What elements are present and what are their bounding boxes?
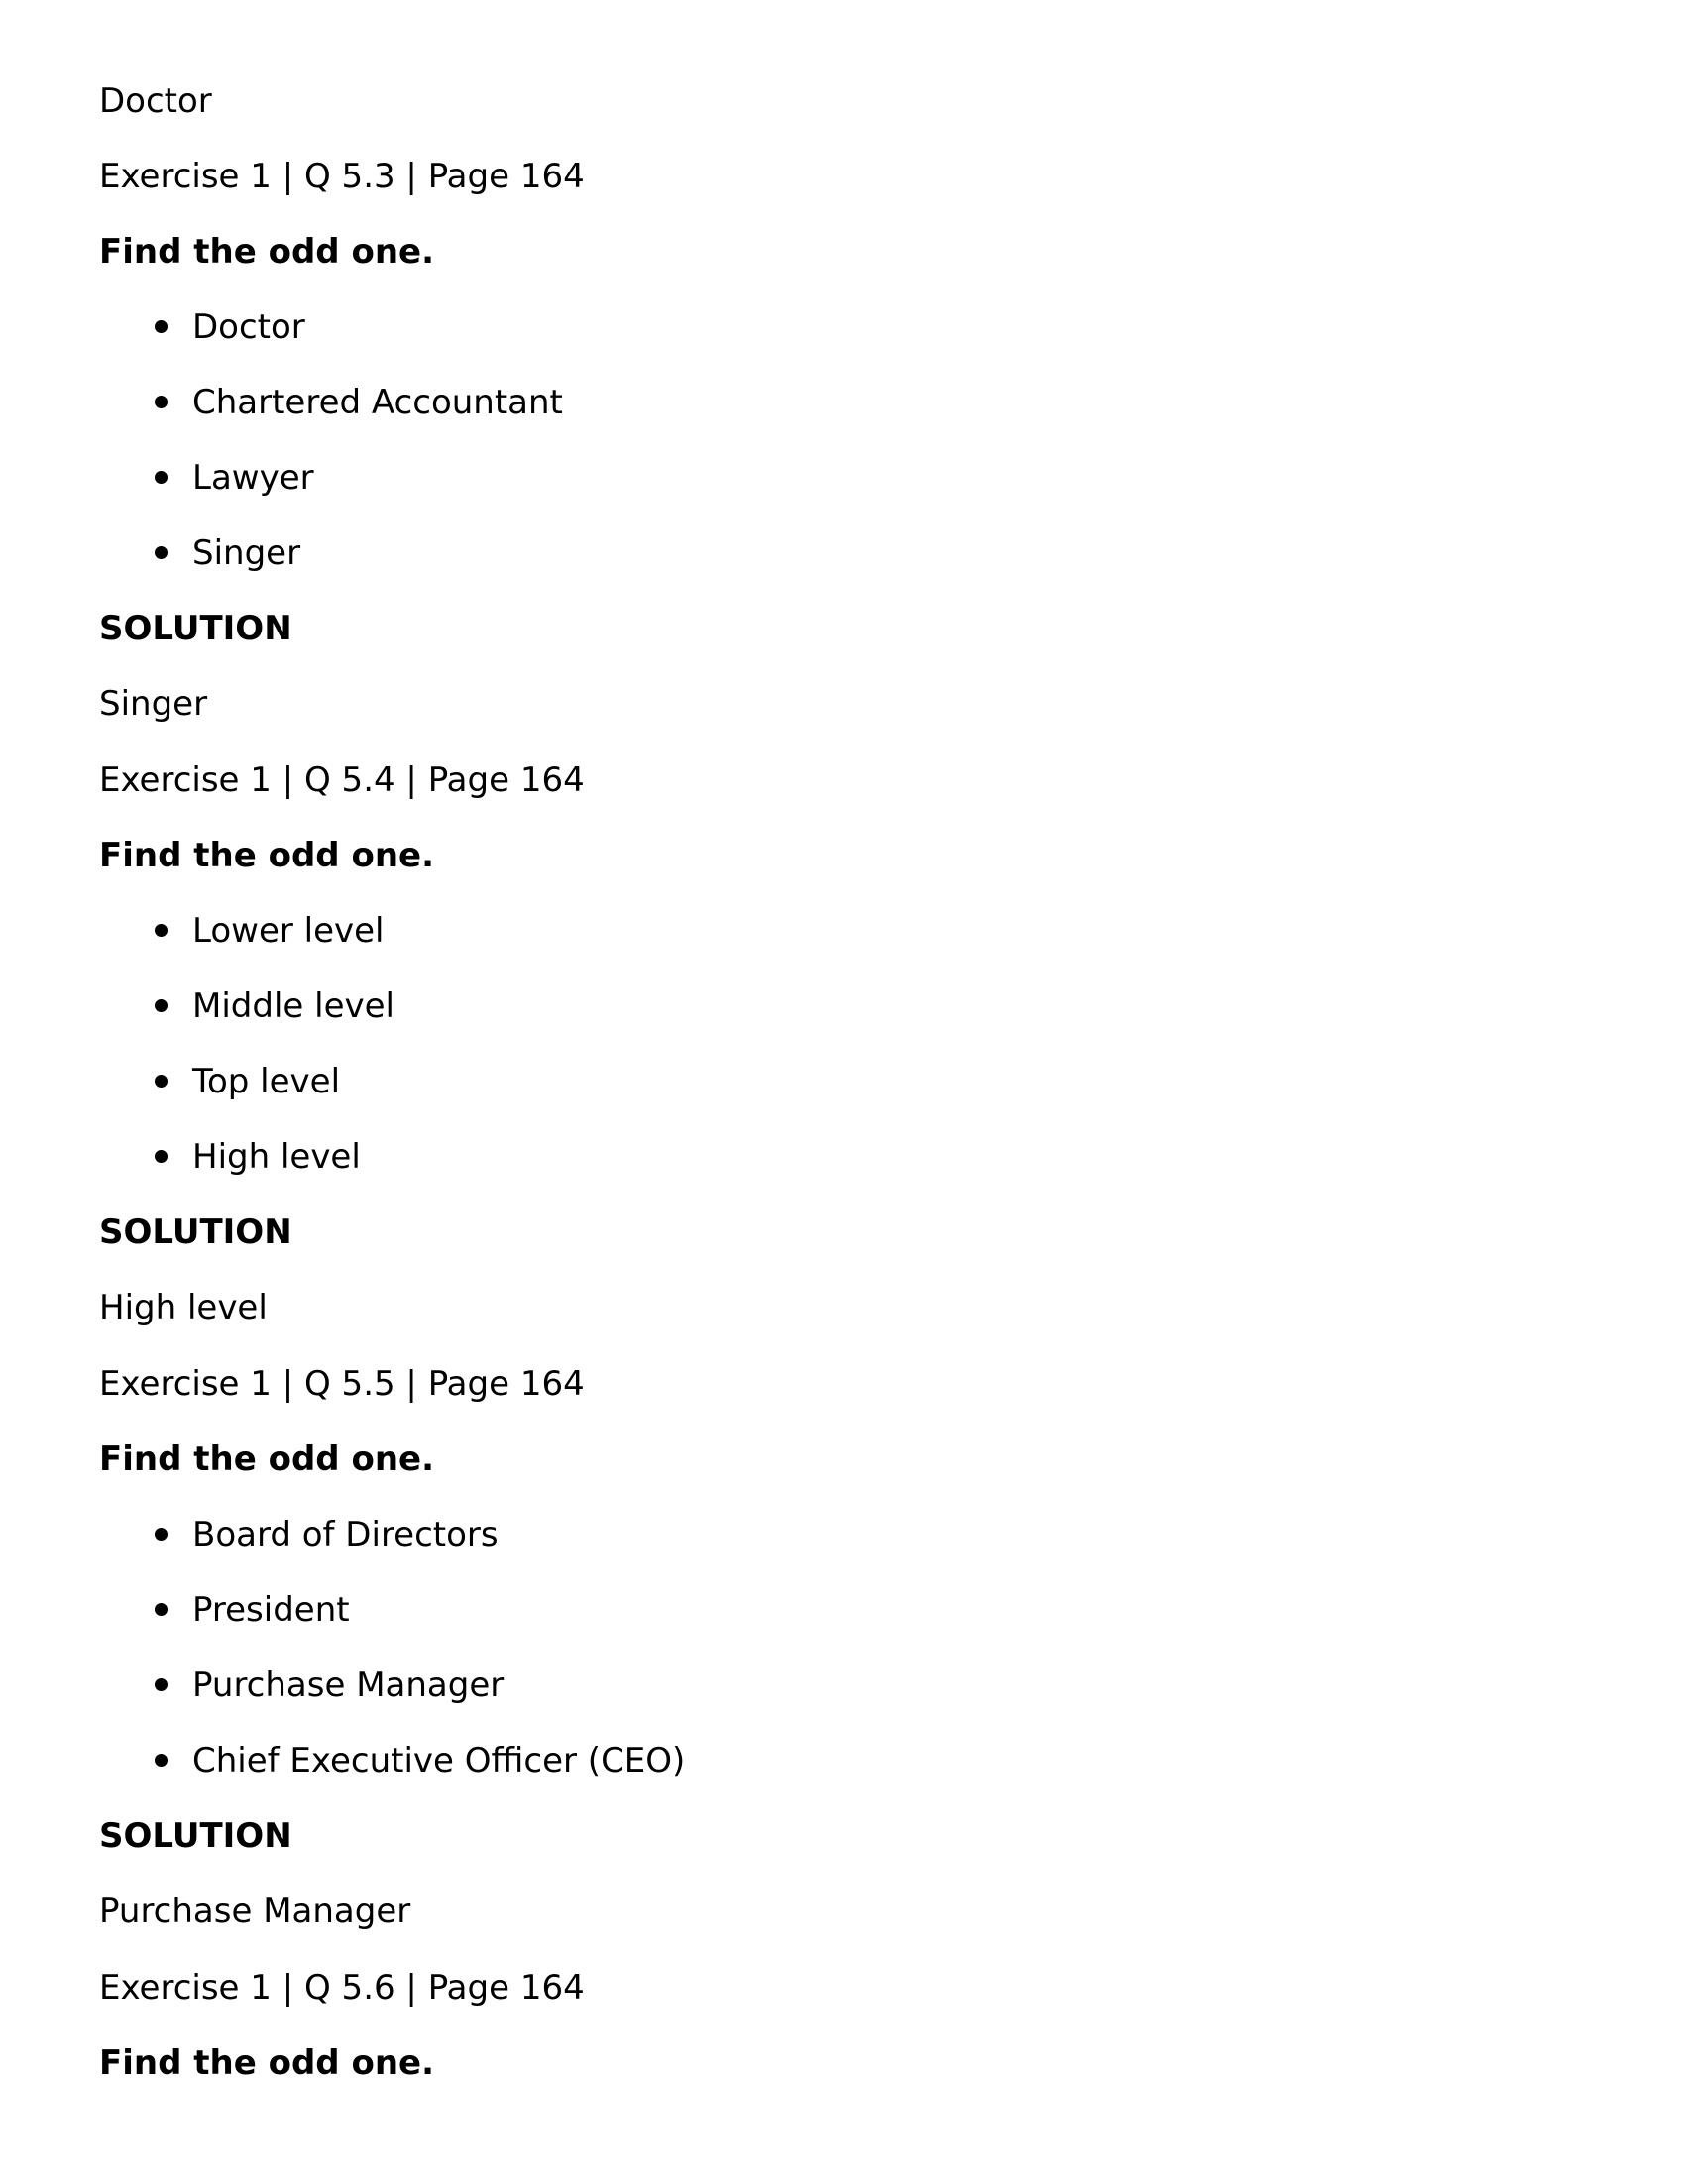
option-item: Purchase Manager <box>192 1666 505 1705</box>
solution-heading: SOLUTION <box>99 1212 292 1252</box>
bullet-icon <box>155 1528 168 1541</box>
option-item: High level <box>192 1137 361 1177</box>
bullet-icon <box>155 999 168 1012</box>
question-prompt: Find the odd one. <box>99 232 435 272</box>
solution-answer: High level <box>99 1288 268 1327</box>
bullet-icon <box>155 320 168 333</box>
solution-answer: Singer <box>99 684 208 724</box>
bullet-icon <box>155 471 168 484</box>
solution-answer: Purchase Manager <box>99 1892 411 1931</box>
option-item: Chief Executive Officer (CEO) <box>192 1741 686 1781</box>
solution-heading: SOLUTION <box>99 1816 292 1856</box>
option-item: Chartered Accountant <box>192 383 563 422</box>
option-item: Doctor <box>192 307 305 347</box>
bullet-icon <box>155 1678 168 1691</box>
bullet-icon <box>155 924 168 937</box>
question-reference: Exercise 1 | Q 5.5 | Page 164 <box>99 1364 585 1404</box>
question-prompt: Find the odd one. <box>99 2043 435 2083</box>
option-item: Board of Directors <box>192 1515 499 1554</box>
option-item: Singer <box>192 533 301 573</box>
option-item: President <box>192 1590 350 1630</box>
option-item: Top level <box>192 1062 341 1101</box>
bullet-icon <box>155 1603 168 1616</box>
option-item: Lower level <box>192 911 385 951</box>
bullet-icon <box>155 396 168 408</box>
bullet-icon <box>155 546 168 559</box>
question-reference: Exercise 1 | Q 5.3 | Page 164 <box>99 157 585 196</box>
question-prompt: Find the odd one. <box>99 836 435 875</box>
bullet-icon <box>155 1754 168 1767</box>
option-item: Middle level <box>192 986 394 1026</box>
previous-answer: Doctor <box>99 81 212 121</box>
solution-heading: SOLUTION <box>99 609 292 648</box>
question-reference: Exercise 1 | Q 5.6 | Page 164 <box>99 1968 585 2008</box>
option-item: Lawyer <box>192 458 314 498</box>
bullet-icon <box>155 1150 168 1163</box>
question-reference: Exercise 1 | Q 5.4 | Page 164 <box>99 760 585 800</box>
question-prompt: Find the odd one. <box>99 1439 435 1479</box>
bullet-icon <box>155 1075 168 1088</box>
